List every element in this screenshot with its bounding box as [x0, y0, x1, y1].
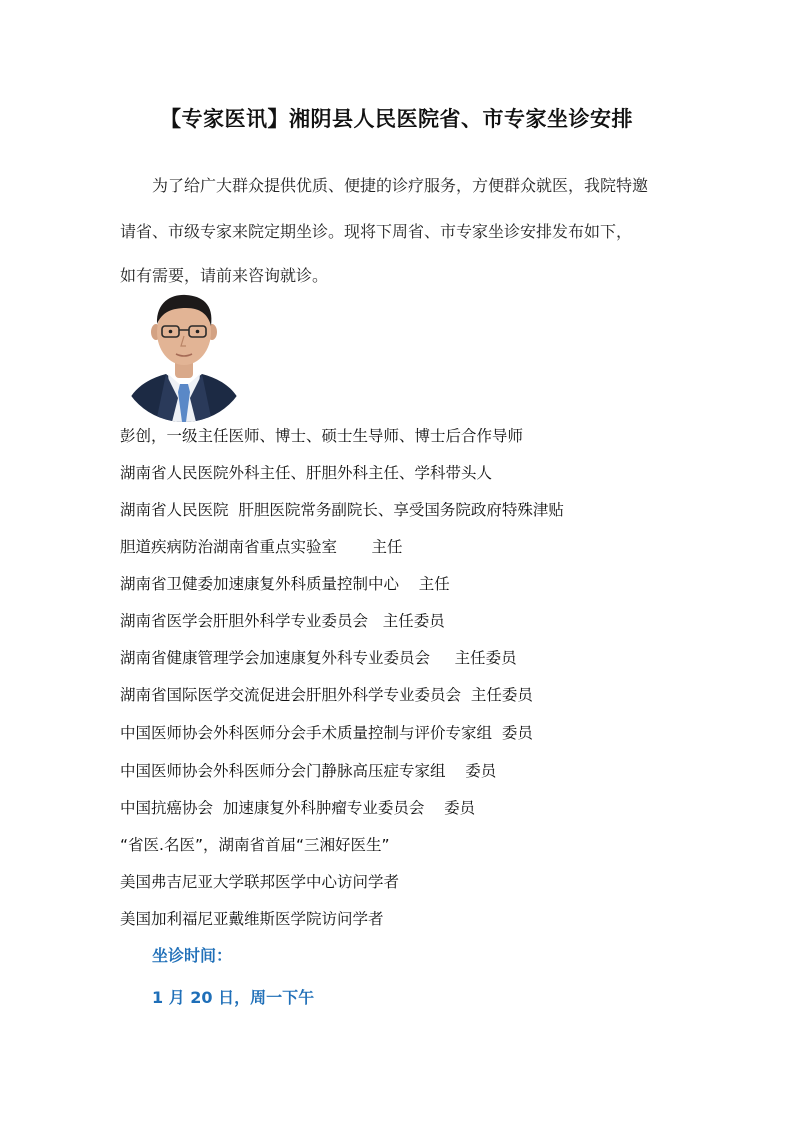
bio-line-11: 中国抗癌协会 加速康复外科肿瘤专业委员会 委员 — [120, 799, 476, 817]
bio-line-5: 湖南省卫健委加速康复外科质量控制中心 主任 — [120, 575, 450, 593]
bio-line-8: 湖南省国际医学交流促进会肝胆外科学专业委员会 主任委员 — [120, 686, 533, 704]
bio-line-14: 美国加利福尼亚戴维斯医学院访问学者 — [120, 910, 384, 928]
schedule-label: 坐诊时间： — [152, 946, 233, 965]
intro-line-3: 如有需要，请前来咨询就诊。 — [120, 266, 329, 285]
bio-line-7: 湖南省健康管理学会加速康复外科专业委员会 主任委员 — [120, 649, 517, 667]
bio-line-4: 胆道疾病防治湖南省重点实验室 主任 — [120, 538, 403, 556]
bio-line-10: 中国医师协会外科医师分会门静脉高压症专家组 委员 — [120, 762, 497, 780]
page-title: 【专家医讯】湘阴县人民医院省、市专家坐诊安排 — [160, 107, 633, 131]
bio-line-12: “省医.名医”，湖南省首届“三湘好医生” — [120, 836, 390, 854]
bio-line-9: 中国医师协会外科医师分会手术质量控制与评价专家组 委员 — [120, 724, 533, 742]
bio-line-1: 彭创，一级主任医师、博士、硕士生导师、博士后合作导师 — [120, 427, 524, 445]
bio-line-13: 美国弗吉尼亚大学联邦医学中心访问学者 — [120, 873, 400, 891]
intro-line-2: 请省、市级专家来院定期坐诊。现将下周省、市专家坐诊安排发布如下， — [120, 222, 633, 241]
intro-line-1: 为了给广大群众提供优质、便捷的诊疗服务，方便群众就医，我院特邀 — [152, 176, 649, 195]
bio-line-6: 湖南省医学会肝胆外科学专业委员会 主任委员 — [120, 612, 445, 630]
bio-line-2: 湖南省人民医院外科主任、肝胆外科主任、学科带头人 — [120, 464, 493, 482]
doctor-portrait-photo — [120, 288, 248, 422]
bio-line-3: 湖南省人民医院 肝胆医院常务副院长、享受国务院政府特殊津贴 — [120, 501, 564, 519]
schedule-time: 1 月 20 日，周一下午 — [152, 988, 315, 1007]
